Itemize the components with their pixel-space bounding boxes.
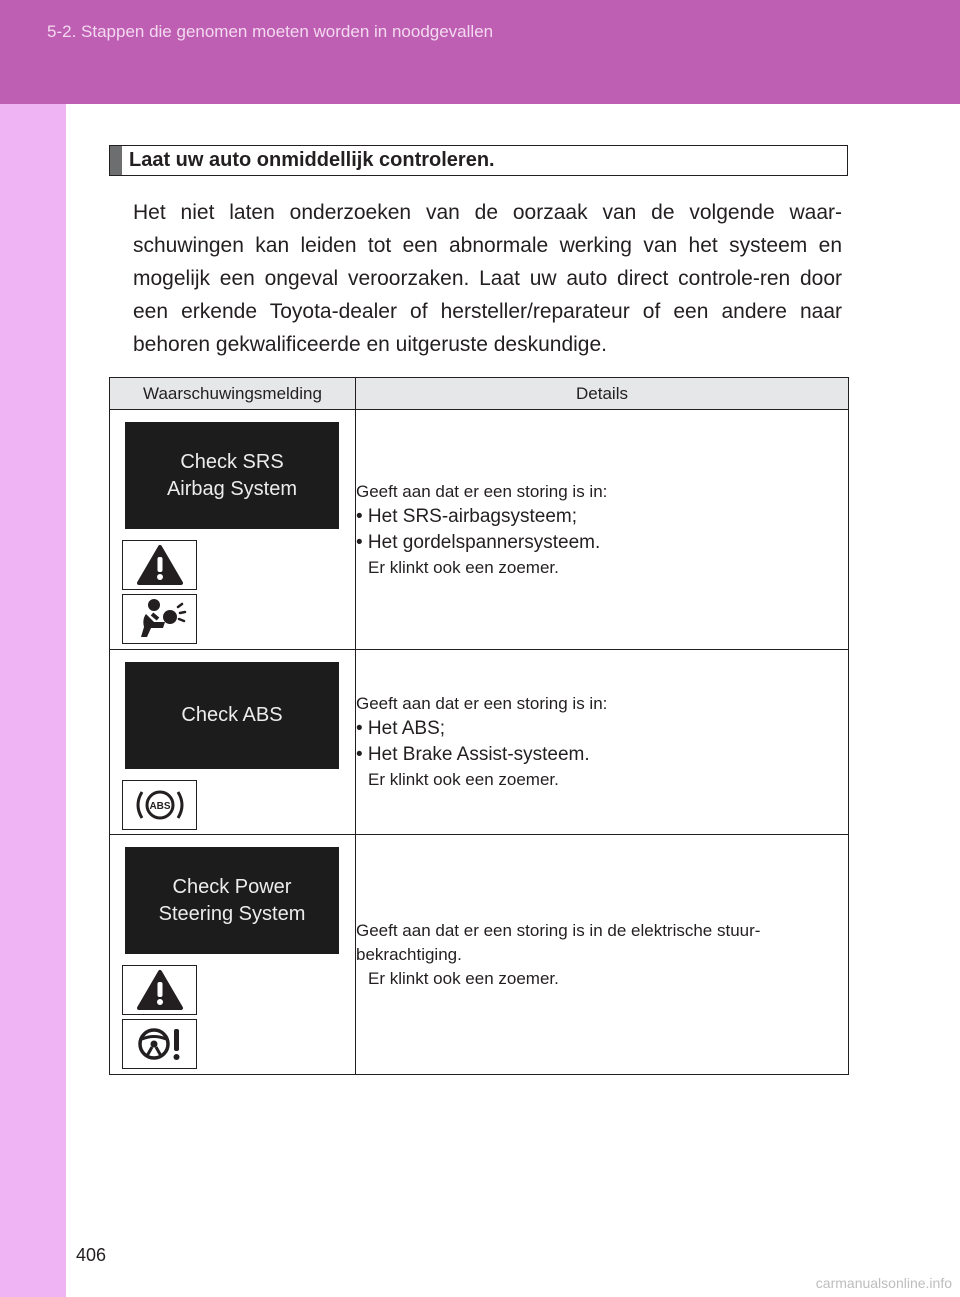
- table-row: [110, 650, 849, 835]
- svg-text:ABS: ABS: [148, 801, 171, 812]
- section-title: Laat uw auto onmiddellijk controleren.: [129, 149, 495, 171]
- section-heading: [109, 145, 848, 176]
- detail-bullet: • Het gordelspannersysteem.: [356, 531, 601, 553]
- detail-intro: Geeft aan dat er een storing is in:: [356, 481, 608, 501]
- airbag-icon: [122, 594, 197, 644]
- details-cell: [356, 835, 849, 1075]
- message-line: Steering System: [158, 902, 306, 925]
- detail-bullet: • Het SRS-airbagsysteem;: [356, 505, 578, 527]
- detail-note: Er klinkt ook een zoemer.: [368, 770, 559, 789]
- column-header-warning: Waarschuwingsmelding: [110, 378, 356, 410]
- warning-cell: [110, 835, 356, 1075]
- table-header-row: [110, 378, 849, 410]
- message-display: [125, 422, 339, 529]
- header-band: [0, 0, 960, 104]
- detail-intro: Geeft aan dat er een storing is in de elektrische stuur-bekrachtiging.: [356, 920, 761, 964]
- table-row: [110, 410, 849, 650]
- warning-table: [109, 377, 849, 1075]
- detail-intro: Geeft aan dat er een storing is in:: [356, 694, 608, 713]
- warning-triangle-icon: [122, 540, 197, 590]
- abs-icon: [122, 780, 197, 830]
- section-heading-bar: [110, 146, 122, 175]
- detail-bullet: • Het Brake Assist-systeem.: [356, 744, 590, 765]
- detail-bullet: • Het ABS;: [356, 718, 446, 739]
- message-display: [125, 662, 339, 769]
- details-cell: [356, 410, 849, 650]
- warning-triangle-icon: [122, 965, 197, 1015]
- message-line: Check SRS: [180, 450, 284, 473]
- page-number: 406: [76, 1245, 107, 1265]
- warning-cell: [110, 410, 356, 650]
- warning-cell: [110, 650, 356, 835]
- intro-paragraph: Het niet laten onderzoeken van de oorzaak van de volgende waar-schuwingen kan leiden tot een abnormale werking van het systeem en mogelijk een ongeval veroorzaken. Laat uw auto direct controle-ren door een erkende Toyota-dealer of hersteller/reparateur of een andere naar behoren gekwalificeerde en uitgeruste deskundige.: [133, 201, 842, 356]
- message-line: Check Power: [172, 875, 292, 898]
- table-row: [110, 835, 849, 1075]
- message-line: Check ABS: [181, 704, 283, 726]
- detail-note: Er klinkt ook een zoemer.: [368, 557, 559, 577]
- message-display: [125, 847, 339, 954]
- message-line: Airbag System: [166, 477, 298, 500]
- side-band: [0, 104, 66, 1297]
- chapter-header: 5-2. Stappen die genomen moeten worden in noodgevallen: [47, 22, 494, 41]
- power-steering-warning-icon: [122, 1019, 197, 1069]
- detail-note: Er klinkt ook een zoemer.: [368, 968, 559, 988]
- details-cell: [356, 650, 849, 835]
- column-header-details: Details: [356, 378, 849, 410]
- watermark: carmanualsonline.info: [815, 1275, 952, 1291]
